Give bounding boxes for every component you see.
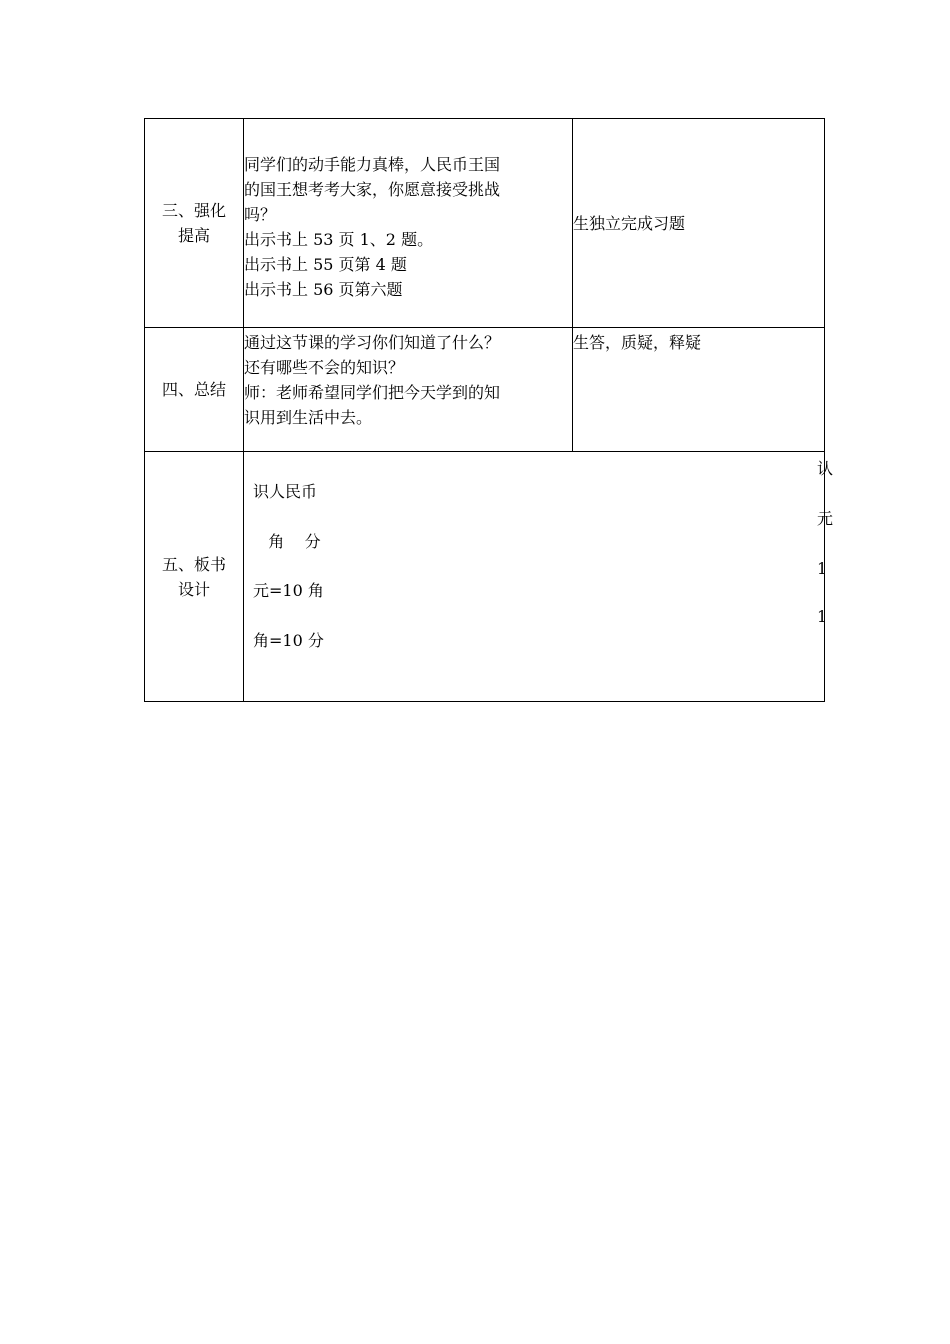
stage-label: 三、强化 [161, 201, 226, 220]
overflow-char: 1 [817, 607, 828, 626]
teacher-text-line: 出示书上 55 页第 4 题 [244, 255, 407, 274]
lesson-plan-table [144, 118, 828, 702]
teacher-text-line: 出示书上 53 页 1、2 题。 [244, 230, 434, 249]
stage-cell [145, 452, 244, 702]
teacher-text-line: 师：老师希望同学们把今天学到的知 [244, 383, 501, 402]
board-design-cell [244, 452, 828, 702]
student-text-line: 生答，质疑，释疑 [573, 333, 702, 352]
stage-label: 五、板书 [161, 554, 226, 574]
teacher-text-line: 吗？ [244, 205, 277, 224]
teacher-text-line: 的国王想考考大家，你愿意接受挑战 [244, 180, 501, 199]
board-line: 角 分 [253, 532, 321, 551]
board-content [244, 452, 824, 701]
overflow-char: 元 [817, 509, 834, 528]
table-row-strengthen [145, 119, 825, 328]
overflow-char: 1 [817, 559, 828, 578]
teacher-activity-cell [244, 328, 573, 452]
student-text-line: 生独立完成习题 [573, 213, 686, 233]
table-row-summary [145, 328, 825, 452]
student-activity-cell [573, 119, 825, 328]
teacher-text-line: 还有哪些不会的知识？ [244, 358, 405, 377]
teacher-text-line: 出示书上 56 页第六题 [244, 280, 403, 299]
teacher-text-line: 通过这节课的学习你们知道了什么？ [244, 333, 501, 352]
teacher-text-line: 识用到生活中去。 [244, 408, 373, 427]
teacher-activity-cell [244, 119, 573, 328]
table-row-board-design [145, 452, 825, 702]
board-line: 识人民币 [253, 482, 318, 501]
stage-cell [145, 119, 244, 328]
student-activity-cell [573, 328, 825, 452]
stage-label: 提高 [177, 226, 210, 245]
stage-label: 四、总结 [161, 380, 226, 399]
teacher-text-line: 同学们的动手能力真棒，人民币王国 [244, 155, 501, 174]
overflow-char: 认 [817, 459, 834, 478]
board-line: 元=10 角 [253, 581, 324, 600]
stage-cell [145, 328, 244, 452]
stage-label: 设计 [177, 579, 210, 599]
board-line: 角=10 分 [253, 631, 324, 650]
